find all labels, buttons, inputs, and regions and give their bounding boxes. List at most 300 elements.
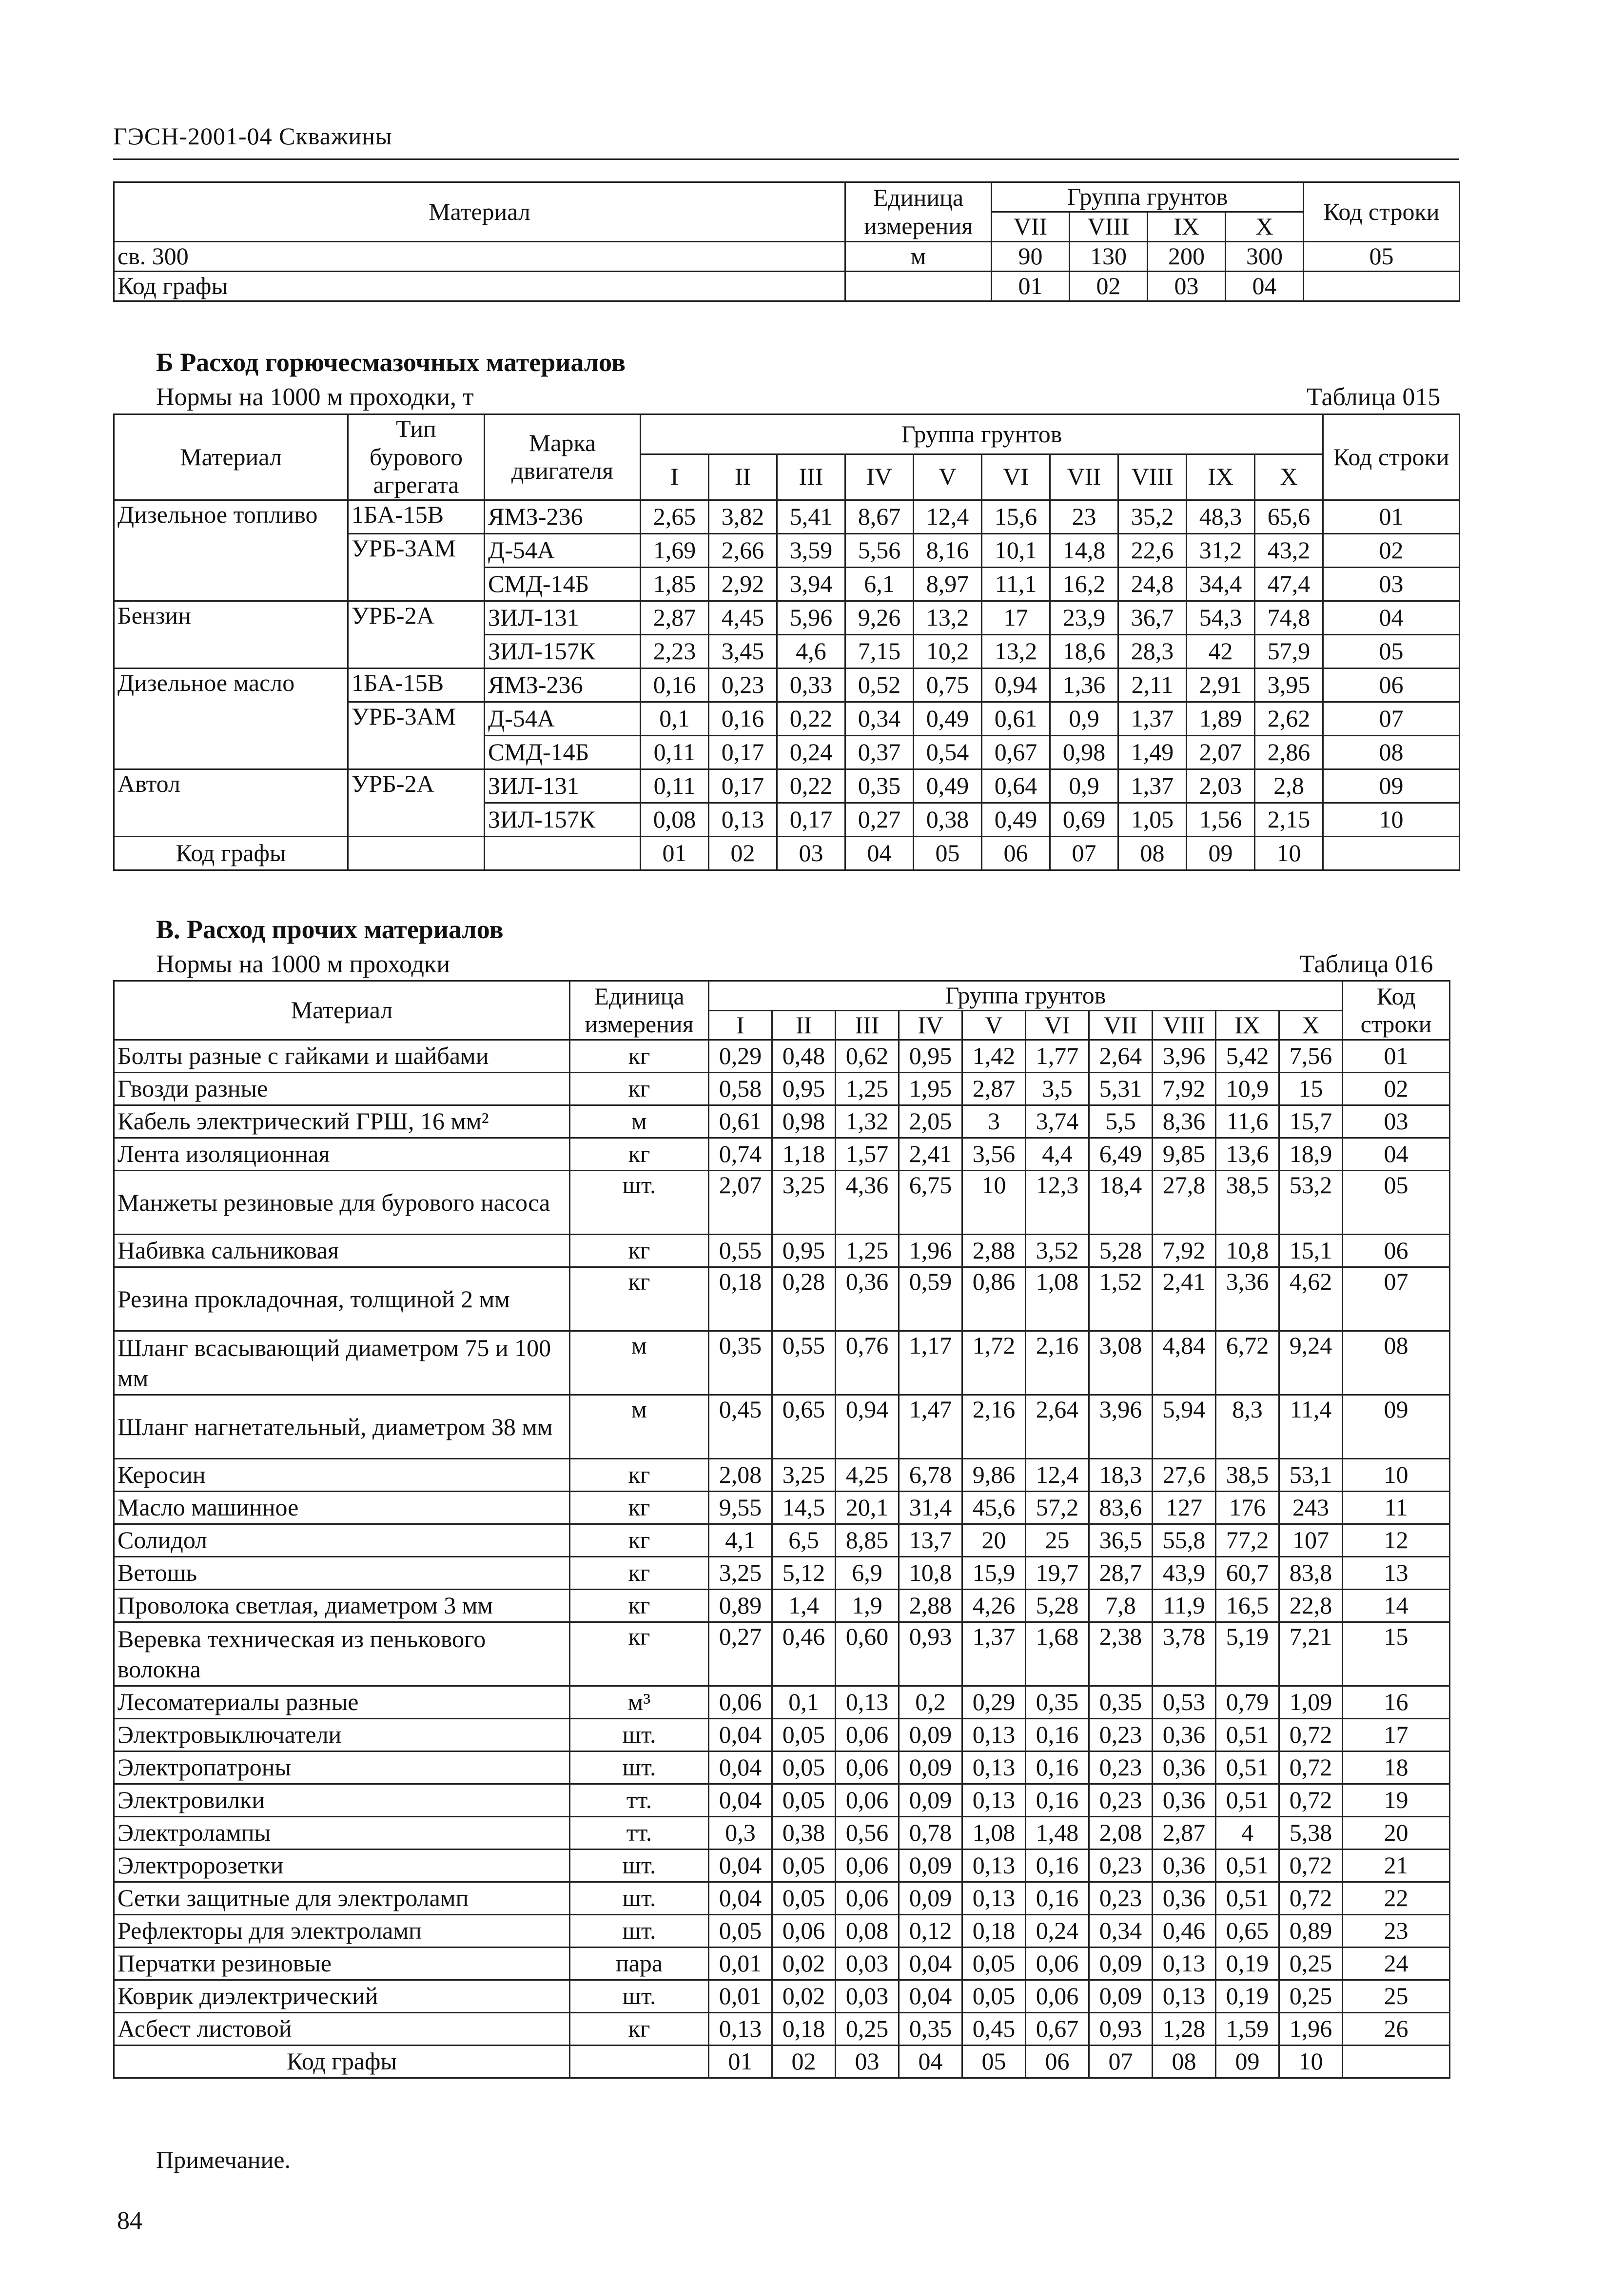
- value-cell: 1,32: [836, 1105, 899, 1138]
- value-cell: 0,22: [777, 702, 845, 735]
- material-cell: Электророзетки: [114, 1850, 570, 1882]
- value-cell: 0,06: [836, 1784, 899, 1817]
- value-cell: 0,13: [1153, 1980, 1216, 2013]
- value-cell: 1,18: [772, 1138, 836, 1171]
- value-cell: 0,65: [1216, 1915, 1279, 1948]
- unit-cell: кг: [570, 1459, 709, 1492]
- value-cell: 83,6: [1089, 1492, 1153, 1524]
- value-cell: 0,13: [1153, 1948, 1216, 1980]
- unit-cell: м: [845, 242, 992, 272]
- value-cell: 0,61: [982, 702, 1050, 735]
- value-cell: 1,25: [836, 1073, 899, 1105]
- column-code-cell: 08: [1153, 2046, 1216, 2078]
- value-cell: 27,6: [1153, 1459, 1216, 1492]
- value-cell: 5,42: [1216, 1040, 1279, 1073]
- empty-cell: [570, 2046, 709, 2078]
- value-cell: 107: [1279, 1524, 1343, 1557]
- value-cell: 2,86: [1255, 735, 1323, 769]
- value-cell: 0,08: [641, 803, 709, 836]
- value-cell: 0,23: [1089, 1752, 1153, 1784]
- value-cell: 36,5: [1089, 1524, 1153, 1557]
- column-code-cell: 03: [1148, 272, 1226, 301]
- value-cell: 1,37: [1118, 702, 1187, 735]
- material-cell: Шланг нагнетательный, диаметром 38 мм: [114, 1395, 570, 1459]
- value-cell: 8,97: [914, 567, 982, 601]
- engine-cell: ЗИЛ-157К: [485, 803, 641, 836]
- value-cell: 0,45: [962, 2013, 1026, 2046]
- value-cell: 3,96: [1153, 1040, 1216, 1073]
- row-code-cell: 01: [1343, 1040, 1450, 1073]
- value-cell: 1,89: [1187, 702, 1255, 735]
- column-code-cell: 08: [1118, 836, 1187, 870]
- value-cell: 1,08: [962, 1817, 1026, 1850]
- section-b-subtitle: Нормы на 1000 м проходки, т: [156, 383, 474, 411]
- value-cell: 77,2: [1216, 1524, 1279, 1557]
- material-cell: Автол: [114, 769, 348, 836]
- value-cell: 7,92: [1153, 1073, 1216, 1105]
- table-row: [114, 1817, 1450, 1850]
- table-row: [114, 2013, 1450, 2046]
- value-cell: 0,95: [899, 1040, 962, 1073]
- footer-row: [114, 836, 1460, 870]
- value-cell: 35,2: [1118, 500, 1187, 533]
- column-code-cell: 02: [709, 836, 777, 870]
- value-cell: 6,78: [899, 1459, 962, 1492]
- value-cell: 3,08: [1089, 1331, 1153, 1395]
- row-code-cell: 24: [1343, 1948, 1450, 1980]
- column-code-cell: 03: [777, 836, 845, 870]
- table-row: [114, 1882, 1450, 1915]
- page-number: 84: [117, 2207, 142, 2235]
- material-cell: Масло машинное: [114, 1492, 570, 1524]
- footer-row: [114, 2046, 1450, 2078]
- value-cell: 0,46: [1153, 1915, 1216, 1948]
- value-cell: 28,7: [1089, 1557, 1153, 1590]
- unit-cell: кг: [570, 1138, 709, 1171]
- table-row: [114, 1948, 1450, 1980]
- row-code-cell: 23: [1343, 1915, 1450, 1948]
- group-header-cell: III: [836, 1010, 899, 1040]
- value-cell: 6,9: [836, 1557, 899, 1590]
- table-row: [114, 1040, 1450, 1073]
- engine-cell: Д-54А: [485, 702, 641, 735]
- value-cell: 0,38: [772, 1817, 836, 1850]
- value-cell: 0,27: [709, 1622, 772, 1686]
- value-cell: 0,13: [962, 1882, 1026, 1915]
- value-cell: 2,65: [641, 500, 709, 533]
- value-cell: 0,37: [845, 735, 914, 769]
- value-cell: 0,58: [709, 1073, 772, 1105]
- value-cell: 2,11: [1118, 668, 1187, 702]
- value-cell: 1,05: [1118, 803, 1187, 836]
- value-cell: 36,7: [1118, 601, 1187, 634]
- table-016-label: Таблица 016: [1299, 950, 1433, 978]
- value-cell: 0,18: [962, 1915, 1026, 1948]
- value-cell: 1,52: [1089, 1267, 1153, 1331]
- table-row: [114, 601, 1460, 634]
- value-cell: 0,51: [1216, 1719, 1279, 1752]
- row-code-cell: 12: [1343, 1524, 1450, 1557]
- value-cell: 0,05: [962, 1980, 1026, 2013]
- value-cell: 5,38: [1279, 1817, 1343, 1850]
- value-cell: 1,72: [962, 1331, 1026, 1395]
- material-cell: Электровыключатели: [114, 1719, 570, 1752]
- value-cell: 3,25: [772, 1171, 836, 1235]
- header-rule: [113, 158, 1459, 160]
- value-cell: 0,69: [1050, 803, 1118, 836]
- value-cell: 14,8: [1050, 533, 1118, 567]
- value-cell: 18,4: [1089, 1171, 1153, 1235]
- column-code-cell: 03: [836, 2046, 899, 2078]
- table-row: [114, 1492, 1450, 1524]
- material-cell: Болты разные с гайками и шайбами: [114, 1040, 570, 1073]
- value-cell: 1,47: [899, 1395, 962, 1459]
- empty-cell: [348, 836, 485, 870]
- value-cell: 0,61: [709, 1105, 772, 1138]
- empty-cell: [1343, 2046, 1450, 2078]
- engine-cell: СМД-14Б: [485, 567, 641, 601]
- type-cell: 1БА-15В: [348, 500, 485, 533]
- row-code-cell: 25: [1343, 1980, 1450, 2013]
- value-cell: 0,98: [772, 1105, 836, 1138]
- empty-cell: [1304, 272, 1460, 301]
- col-material-header: Материал: [114, 414, 348, 500]
- value-cell: 0,16: [1026, 1882, 1089, 1915]
- group-header-cell: VIII: [1153, 1010, 1216, 1040]
- unit-cell: шт.: [570, 1980, 709, 2013]
- value-cell: 5,31: [1089, 1073, 1153, 1105]
- value-cell: 0,36: [1153, 1719, 1216, 1752]
- footer-label-cell: Код графы: [114, 272, 845, 301]
- value-cell: 0,06: [836, 1719, 899, 1752]
- value-cell: 0,56: [836, 1817, 899, 1850]
- value-cell: 12,4: [914, 500, 982, 533]
- unit-cell: тт.: [570, 1784, 709, 1817]
- value-cell: 31,2: [1187, 533, 1255, 567]
- row-code-cell: 08: [1323, 735, 1460, 769]
- unit-cell: тт.: [570, 1817, 709, 1850]
- value-cell: 2,8: [1255, 769, 1323, 803]
- group-header-cell: I: [641, 454, 709, 500]
- unit-cell: м: [570, 1105, 709, 1138]
- value-cell: 0,18: [709, 1267, 772, 1331]
- value-cell: 0,95: [772, 1235, 836, 1267]
- table-row: [114, 1171, 1450, 1235]
- value-cell: 10: [962, 1171, 1026, 1235]
- unit-cell: шт.: [570, 1850, 709, 1882]
- value-cell: 8,67: [845, 500, 914, 533]
- value-cell: 60,7: [1216, 1557, 1279, 1590]
- type-cell: УРБ-3АМ: [348, 702, 485, 769]
- value-cell: 6,49: [1089, 1138, 1153, 1171]
- material-cell: Шланг всасывающий диаметром 75 и 100 мм: [114, 1331, 570, 1395]
- value-cell: 0,04: [899, 1948, 962, 1980]
- value-cell: 200: [1148, 242, 1226, 272]
- value-cell: 0,36: [1153, 1752, 1216, 1784]
- table-row: [114, 1459, 1450, 1492]
- footer-label-cell: Код графы: [114, 836, 348, 870]
- group-header-cell: X: [1255, 454, 1323, 500]
- engine-cell: СМД-14Б: [485, 735, 641, 769]
- value-cell: 15,7: [1279, 1105, 1343, 1138]
- value-cell: 1,96: [899, 1235, 962, 1267]
- material-cell: Электровилки: [114, 1784, 570, 1817]
- table-row: [114, 668, 1460, 702]
- unit-cell: пара: [570, 1948, 709, 1980]
- value-cell: 1,59: [1216, 2013, 1279, 2046]
- footer-row: [114, 272, 1460, 301]
- material-cell: Электролампы: [114, 1817, 570, 1850]
- table-row: [114, 1267, 1450, 1331]
- value-cell: 243: [1279, 1492, 1343, 1524]
- engine-cell: ЯМЗ-236: [485, 668, 641, 702]
- value-cell: 0,74: [709, 1138, 772, 1171]
- col-group-header: Группа грунтов: [992, 182, 1304, 212]
- value-cell: 0,23: [1089, 1719, 1153, 1752]
- value-cell: 13,6: [1216, 1138, 1279, 1171]
- value-cell: 3,78: [1153, 1622, 1216, 1686]
- empty-cell: [845, 272, 992, 301]
- value-cell: 5,28: [1026, 1590, 1089, 1622]
- unit-cell: кг: [570, 2013, 709, 2046]
- value-cell: 3,52: [1026, 1235, 1089, 1267]
- value-cell: 0,49: [914, 702, 982, 735]
- column-code-cell: 01: [641, 836, 709, 870]
- value-cell: 0,13: [962, 1784, 1026, 1817]
- value-cell: 0,09: [899, 1719, 962, 1752]
- value-cell: 3,59: [777, 533, 845, 567]
- value-cell: 0,67: [1026, 2013, 1089, 2046]
- value-cell: 0,72: [1279, 1719, 1343, 1752]
- value-cell: 0,23: [709, 668, 777, 702]
- value-cell: 1,56: [1187, 803, 1255, 836]
- row-code-cell: 07: [1343, 1267, 1450, 1331]
- value-cell: 1,77: [1026, 1040, 1089, 1073]
- material-cell: Дизельное топливо: [114, 500, 348, 601]
- group-header-cell: V: [914, 454, 982, 500]
- value-cell: 2,91: [1187, 668, 1255, 702]
- value-cell: 0,09: [1089, 1948, 1153, 1980]
- value-cell: 3,96: [1089, 1395, 1153, 1459]
- value-cell: 0,62: [836, 1040, 899, 1073]
- value-cell: 0,13: [709, 803, 777, 836]
- col-code-header: Код строки: [1304, 182, 1460, 242]
- value-cell: 11,1: [982, 567, 1050, 601]
- engine-cell: ЗИЛ-157К: [485, 634, 641, 668]
- value-cell: 2,41: [899, 1138, 962, 1171]
- table-row: [114, 769, 1460, 803]
- value-cell: 0,9: [1050, 769, 1118, 803]
- value-cell: 4,84: [1153, 1331, 1216, 1395]
- value-cell: 0,09: [899, 1882, 962, 1915]
- value-cell: 0,04: [709, 1752, 772, 1784]
- type-cell: 1БА-15В: [348, 668, 485, 702]
- value-cell: 0,38: [914, 803, 982, 836]
- value-cell: 2,62: [1255, 702, 1323, 735]
- value-cell: 4,45: [709, 601, 777, 634]
- value-cell: 5,96: [777, 601, 845, 634]
- row-code-cell: 14: [1343, 1590, 1450, 1622]
- row-code-cell: 04: [1323, 601, 1460, 634]
- value-cell: 53,2: [1279, 1171, 1343, 1235]
- value-cell: 38,5: [1216, 1171, 1279, 1235]
- unit-cell: кг: [570, 1040, 709, 1073]
- value-cell: 0,06: [1026, 1980, 1089, 2013]
- value-cell: 1,95: [899, 1073, 962, 1105]
- type-cell: УРБ-2А: [348, 601, 485, 668]
- group-header-cell: IV: [845, 454, 914, 500]
- value-cell: 1,37: [962, 1622, 1026, 1686]
- value-cell: 0,06: [836, 1752, 899, 1784]
- type-cell: УРБ-2А: [348, 769, 485, 836]
- material-cell: Манжеты резиновые для бурового насоса: [114, 1171, 570, 1235]
- value-cell: 2,08: [1089, 1817, 1153, 1850]
- value-cell: 130: [1070, 242, 1148, 272]
- value-cell: 0,24: [777, 735, 845, 769]
- value-cell: 0,79: [1216, 1686, 1279, 1719]
- value-cell: 19,7: [1026, 1557, 1089, 1590]
- value-cell: 0,04: [899, 1980, 962, 2013]
- value-cell: 3,82: [709, 500, 777, 533]
- value-cell: 0,06: [709, 1686, 772, 1719]
- row-code-cell: 03: [1343, 1105, 1450, 1138]
- table-015: [113, 413, 1460, 871]
- value-cell: 0,05: [772, 1882, 836, 1915]
- value-cell: 0,09: [1089, 1980, 1153, 2013]
- value-cell: 0,08: [836, 1915, 899, 1948]
- value-cell: 0,64: [982, 769, 1050, 803]
- row-code-cell: 05: [1304, 242, 1460, 272]
- value-cell: 17: [982, 601, 1050, 634]
- value-cell: 2,87: [962, 1073, 1026, 1105]
- column-code-cell: 10: [1255, 836, 1323, 870]
- value-cell: 0,51: [1216, 1882, 1279, 1915]
- value-cell: 15: [1279, 1073, 1343, 1105]
- engine-cell: ЗИЛ-131: [485, 601, 641, 634]
- unit-cell: шт.: [570, 1171, 709, 1235]
- value-cell: 74,8: [1255, 601, 1323, 634]
- value-cell: 0,89: [709, 1590, 772, 1622]
- value-cell: 20: [962, 1524, 1026, 1557]
- value-cell: 0,13: [709, 2013, 772, 2046]
- value-cell: 0,05: [772, 1752, 836, 1784]
- value-cell: 7,92: [1153, 1235, 1216, 1267]
- value-cell: 0,49: [982, 803, 1050, 836]
- value-cell: 4,25: [836, 1459, 899, 1492]
- value-cell: 2,87: [641, 601, 709, 634]
- footer-label-cell: Код графы: [114, 2046, 570, 2078]
- column-code-cell: 07: [1050, 836, 1118, 870]
- value-cell: 2,16: [1026, 1331, 1089, 1395]
- value-cell: 3,45: [709, 634, 777, 668]
- value-cell: 12,3: [1026, 1171, 1089, 1235]
- value-cell: 0,05: [962, 1948, 1026, 1980]
- value-cell: 28,3: [1118, 634, 1187, 668]
- value-cell: 0,59: [899, 1267, 962, 1331]
- material-cell: Проволока светлая, диаметром 3 мм: [114, 1590, 570, 1622]
- value-cell: 1,42: [962, 1040, 1026, 1073]
- value-cell: 0,25: [836, 2013, 899, 2046]
- table-row: [114, 1622, 1450, 1686]
- table-row: [114, 1980, 1450, 2013]
- group-header-cell: IX: [1216, 1010, 1279, 1040]
- value-cell: 0,72: [1279, 1784, 1343, 1817]
- section-c-subtitle: Нормы на 1000 м проходки: [156, 950, 450, 978]
- material-cell: Перчатки резиновые: [114, 1948, 570, 1980]
- group-header-cell: IX: [1148, 212, 1226, 242]
- value-cell: 2,07: [1187, 735, 1255, 769]
- material-cell: Рефлекторы для электроламп: [114, 1915, 570, 1948]
- value-cell: 9,55: [709, 1492, 772, 1524]
- value-cell: 12,4: [1026, 1459, 1089, 1492]
- table-a: [113, 181, 1460, 302]
- value-cell: 57,9: [1255, 634, 1323, 668]
- value-cell: 45,6: [962, 1492, 1026, 1524]
- value-cell: 127: [1153, 1492, 1216, 1524]
- value-cell: 0,11: [641, 735, 709, 769]
- value-cell: 0,35: [845, 769, 914, 803]
- row-code-cell: 13: [1343, 1557, 1450, 1590]
- material-cell: Ветошь: [114, 1557, 570, 1590]
- row-code-cell: 02: [1323, 533, 1460, 567]
- row-code-cell: 02: [1343, 1073, 1450, 1105]
- unit-cell: кг: [570, 1267, 709, 1331]
- value-cell: 0,52: [845, 668, 914, 702]
- col-material-header: Материал: [114, 182, 845, 242]
- value-cell: 1,96: [1279, 2013, 1343, 2046]
- value-cell: 5,28: [1089, 1235, 1153, 1267]
- row-code-cell: 21: [1343, 1850, 1450, 1882]
- value-cell: 10,8: [1216, 1235, 1279, 1267]
- value-cell: 0,09: [899, 1784, 962, 1817]
- material-cell: Электропатроны: [114, 1752, 570, 1784]
- column-code-cell: 07: [1089, 2046, 1153, 2078]
- value-cell: 176: [1216, 1492, 1279, 1524]
- row-code-cell: 20: [1343, 1817, 1450, 1850]
- table-row: [114, 1590, 1450, 1622]
- row-code-cell: 26: [1343, 2013, 1450, 2046]
- value-cell: 1,08: [1026, 1267, 1089, 1331]
- value-cell: 8,16: [914, 533, 982, 567]
- column-code-cell: 04: [899, 2046, 962, 2078]
- material-cell: Резина прокладочная, толщиной 2 мм: [114, 1267, 570, 1331]
- value-cell: 1,4: [772, 1590, 836, 1622]
- material-cell: Асбест листовой: [114, 2013, 570, 2046]
- value-cell: 1,9: [836, 1590, 899, 1622]
- group-header-cell: IV: [899, 1010, 962, 1040]
- material-cell: Керосин: [114, 1459, 570, 1492]
- value-cell: 5,5: [1089, 1105, 1153, 1138]
- table-row: [114, 1784, 1450, 1817]
- value-cell: 0,23: [1089, 1784, 1153, 1817]
- value-cell: 34,4: [1187, 567, 1255, 601]
- value-cell: 0,16: [641, 668, 709, 702]
- value-cell: 10,1: [982, 533, 1050, 567]
- column-code-cell: 02: [772, 2046, 836, 2078]
- col-group-header: Группа грунтов: [641, 414, 1323, 454]
- value-cell: 15,9: [962, 1557, 1026, 1590]
- value-cell: 20,1: [836, 1492, 899, 1524]
- value-cell: 13,2: [914, 601, 982, 634]
- group-header-cell: X: [1226, 212, 1304, 242]
- value-cell: 2,23: [641, 634, 709, 668]
- value-cell: 1,09: [1279, 1686, 1343, 1719]
- row-code-cell: 04: [1343, 1138, 1450, 1171]
- value-cell: 0,72: [1279, 1850, 1343, 1882]
- value-cell: 0,04: [709, 1850, 772, 1882]
- column-code-cell: 09: [1216, 2046, 1279, 2078]
- running-header: ГЭСН-2001-04 Скважины: [113, 122, 392, 150]
